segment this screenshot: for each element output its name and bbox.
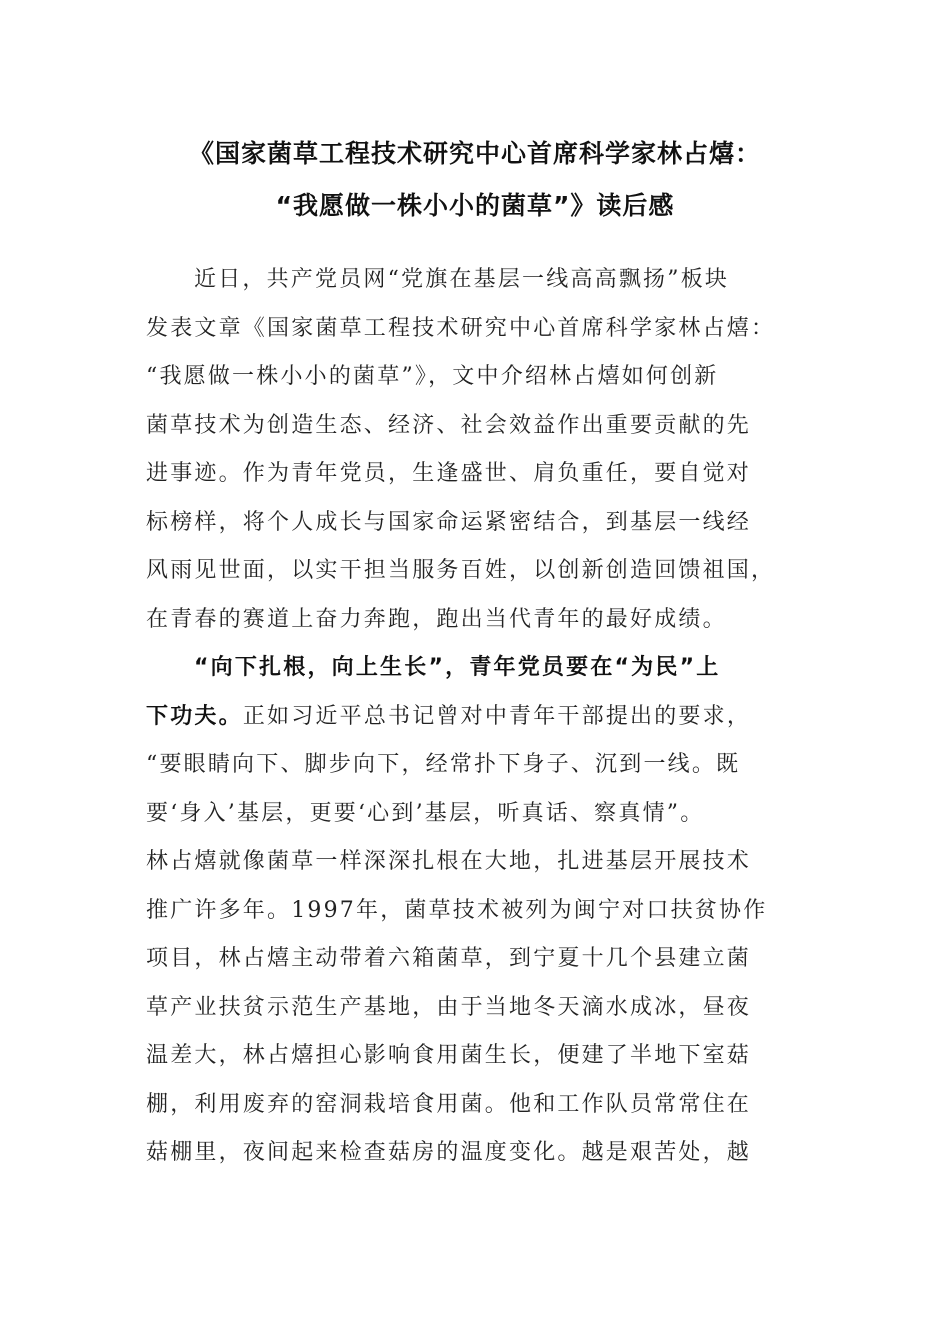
- paragraph-line: 菇棚里，夜间起来检查菇房的温度变化。越是艰苦处，越: [146, 1140, 752, 1165]
- paragraph-lead-text: 下功夫。: [146, 703, 243, 729]
- paragraph-line: 发表文章《国家菌草工程技术研究中心首席科学家林占熺：: [146, 315, 776, 341]
- paragraph-line: 风雨见世面，以实干担当服务百姓，以创新创造回馈祖国，: [146, 558, 776, 583]
- paragraph-line: “我愿做一株小小的菌草”》，文中介绍林占熺如何创新: [146, 364, 719, 389]
- paragraph-line: 项目，林占熺主动带着六箱菌草，到宁夏十几个县建立菌: [146, 946, 752, 971]
- title-line-1: 《国家菌草工程技术研究中心首席科学家林占熺：: [188, 139, 761, 168]
- paragraph-line: 要‘身入’基层，更要‘心到’基层，听真话、察真情”。: [146, 800, 705, 826]
- paragraph-line: 温差大，林占熺担心影响食用菌生长，便建了半地下室菇: [146, 1043, 752, 1068]
- paragraph-line: 草产业扶贫示范生产基地，由于当地冬天滴水成冰，昼夜: [146, 994, 752, 1020]
- document-body: [146, 256, 806, 1178]
- paragraph-text: 正如习近平总书记曾对中青年干部提出的要求，: [242, 703, 752, 729]
- paragraph-line: “要眼睛向下、脚步向下，经常扑下身子、沉到一线。既: [146, 752, 741, 777]
- paragraph-line: 近日，共产党员网“党旗在基层一线高高飘扬”板块: [194, 267, 730, 292]
- paragraph-1: [146, 256, 806, 644]
- paragraph-line: 标榜样，将个人成长与国家命运紧密结合，到基层一线经: [146, 509, 752, 535]
- document-title: [0, 128, 950, 232]
- paragraph-line: 进事迹。作为青年党员，生逢盛世、肩负重任，要自觉对: [146, 461, 752, 486]
- paragraph-lead-line: “向下扎根，向上生长”，青年党员要在“为民”上: [194, 655, 721, 680]
- paragraph-line: 菌草技术为创造生态、经济、社会效益作出重要贡献的先: [146, 412, 752, 438]
- title-line-2: “我愿做一株小小的菌草”》读后感: [275, 191, 675, 220]
- paragraph-line: 林占熺就像菌草一样深深扎根在大地，扎进基层开展技术: [146, 849, 752, 874]
- paragraph-line: [146, 693, 806, 742]
- paragraph-line: 棚，利用废弃的窑洞栽培食用菌。他和工作队员常常住在: [146, 1091, 752, 1117]
- paragraph-line: 在青春的赛道上奋力奔跑，跑出当代青年的最好成绩。: [146, 606, 727, 632]
- paragraph-line: 推广许多年。1997年，菌草技术被列为闽宁对口扶贫协作: [146, 897, 768, 923]
- paragraph-2: [146, 644, 806, 1178]
